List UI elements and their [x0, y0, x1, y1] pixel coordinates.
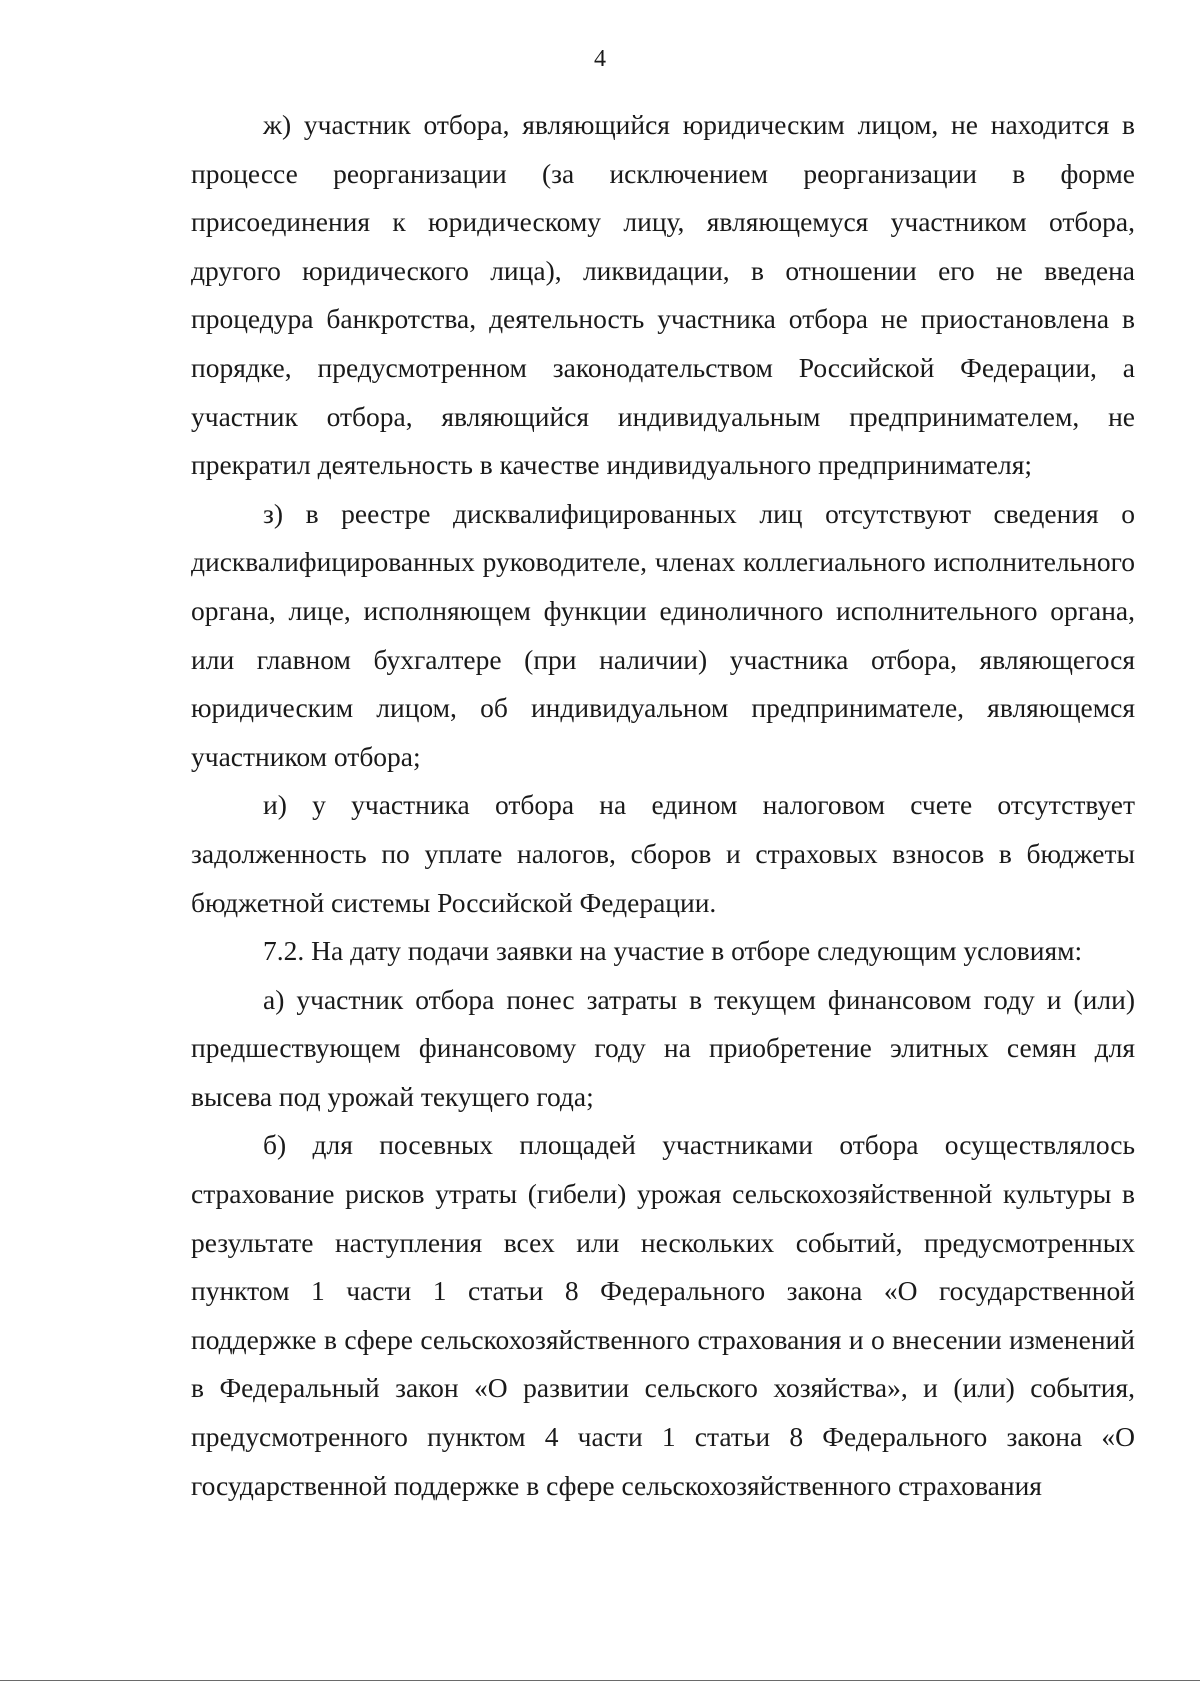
paragraph-7-2: 7.2. На дату подачи заявки на участие в отборе следующим условиям: [263, 935, 1083, 967]
bottom-scan-edge [0, 1680, 1200, 1681]
paragraph-z: з) в реестре дисквалифицированных лиц отсутствуют сведения о дисквалифицированных руководителе, членах коллегиального исполнительного органа, лице, исполняющем функции единоличного исполнительного органа, или главном бухгалтере (при наличии) участника отбора, являющегося юридическим лицом, об индивидуальном предпринимателе, являющемся участником отбора; [191, 497, 1135, 772]
page-number: 4 [594, 46, 606, 72]
paragraph-i: и) у участника отбора на едином налоговом счете отсутствует задолженность по уплате налогов, сборов и страховых взносов в бюджеты бюджетной системы Российской Федерации. [191, 789, 1135, 918]
paragraph-b: б) для посевных площадей участниками отбора осуществлялось страхование рисков утраты (гибели) урожая сельскохозяйственной культуры в результате наступления всех или нескольких событий, предусмотренных пунктом 1 части 1 статьи 8 Федерального закона «О государственной поддержке в сфере сельскохозяйственного страхования и о внесении изменений в Федеральный закон «О развитии сельского хозяйства», и (или) события, предусмотренного пунктом 4 части 1 статьи 8 Федерального закона «О государственной поддержке в сфере сельскохозяйственного страхования [191, 1129, 1135, 1501]
paragraph-zh: ж) участник отбора, являющийся юридическим лицом, не находится в процессе реорганизации (за исключением реорганизации в форме присоединения к юридическому лицу, являющемуся участником отбора, другого юридического лица), ликвидации, в отношении его не введена процедура банкротства, деятельность участника отбора не приостановлена в порядке, предусмотренном законодательством Российской Федерации, а участник отбора, являющийся индивидуальным предпринимателем, не прекратил деятельность в качестве индивидуального предпринимателя; [191, 109, 1135, 481]
paragraph-a: а) участник отбора понес затраты в текущем финансовом году и (или) предшествующем финансовому году на приобретение элитных семян для высева под урожай текущего года; [191, 983, 1135, 1112]
document-body [191, 101, 1135, 1510]
